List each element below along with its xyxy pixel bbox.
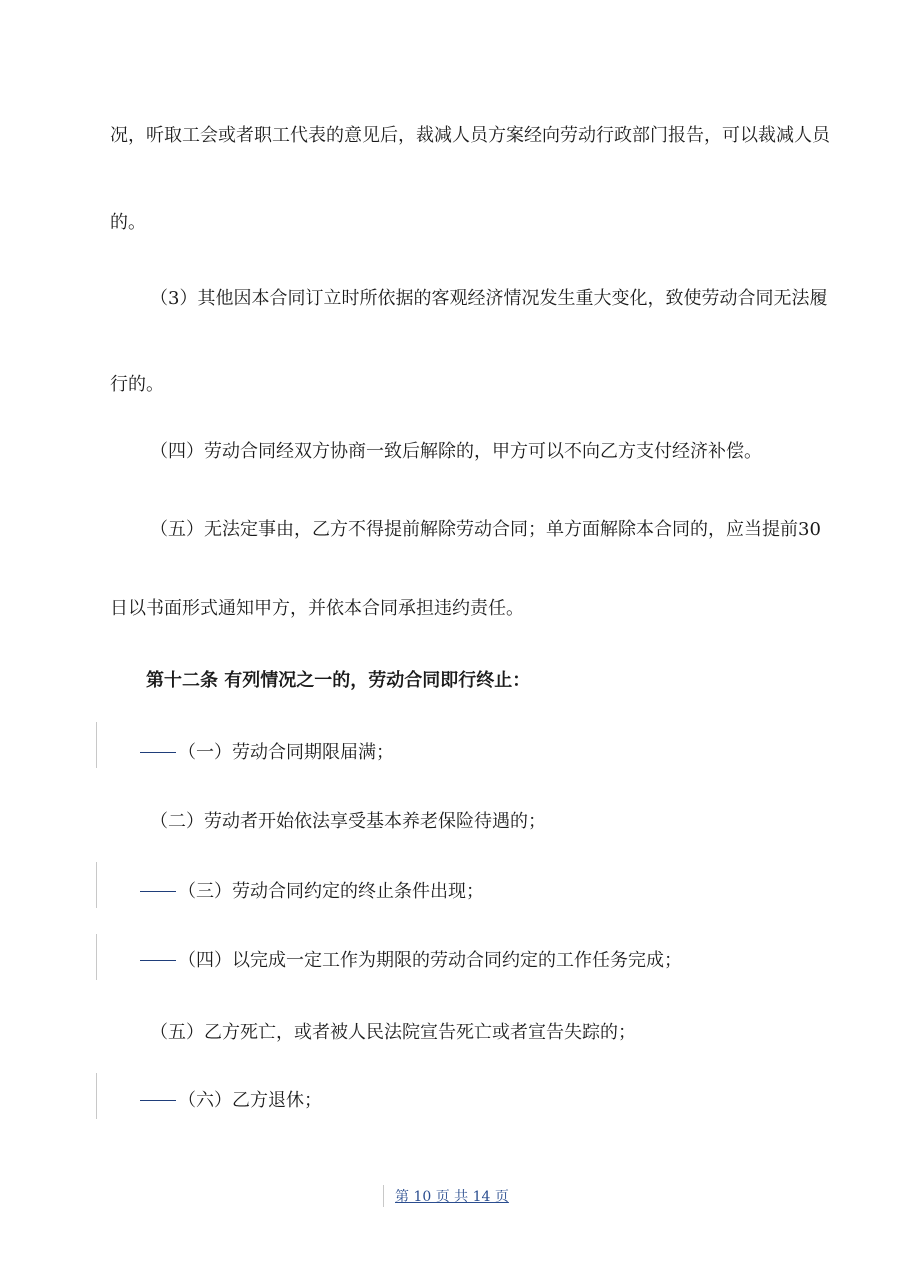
- article-12-item-1: [140, 741, 394, 765]
- body-line-3: （3）其他因本合同订立时所依据的客观经济情况发生重大变化，致使劳动合同无法履: [150, 288, 828, 309]
- body-line-1: 况，听取工会或者职工代表的意见后，裁减人员方案经向劳动行政部门报告，可以裁减人员: [110, 125, 830, 146]
- footer-divider: [383, 1185, 384, 1207]
- revision-bar: [96, 1073, 97, 1119]
- page-number-link[interactable]: 第 10 页 共 14 页: [395, 1189, 509, 1205]
- revision-dash: [140, 891, 176, 892]
- body-line-4: 行的。: [110, 374, 164, 395]
- item-text: （一）劳动合同期限届满；: [178, 742, 394, 763]
- body-line-5: （四）劳动合同经双方协商一致后解除的，甲方可以不向乙方支付经济补偿。: [150, 441, 762, 462]
- article-12-item-3: [140, 880, 484, 904]
- revision-bar: [96, 862, 97, 908]
- article-12-item-5: （五）乙方死亡，或者被人民法院宣告死亡或者宣告失踪的；: [150, 1022, 636, 1043]
- revision-dash: [140, 1100, 176, 1101]
- revision-bar: [96, 722, 97, 768]
- revision-bar: [96, 934, 97, 980]
- body-line-2: 的。: [110, 212, 146, 233]
- article-12-heading: 第十二条 有列情况之一的，劳动合同即行终止：: [146, 670, 531, 691]
- item-text: （六）乙方退休；: [178, 1090, 322, 1111]
- body-line-7: 日以书面形式通知甲方，并依本合同承担违约责任。: [110, 598, 524, 619]
- revision-dash: [140, 752, 176, 753]
- item-text: （三）劳动合同约定的终止条件出现；: [178, 881, 484, 902]
- body-line-6: （五）无法定事由，乙方不得提前解除劳动合同；单方面解除本合同的，应当提前30: [150, 519, 821, 540]
- article-12-item-4: [140, 949, 682, 973]
- revision-dash: [140, 960, 176, 961]
- item-text: （四）以完成一定工作为期限的劳动合同约定的工作任务完成；: [178, 950, 682, 971]
- article-12-item-6: [140, 1089, 322, 1113]
- article-12-item-2: （二）劳动者开始依法享受基本养老保险待遇的；: [150, 811, 546, 832]
